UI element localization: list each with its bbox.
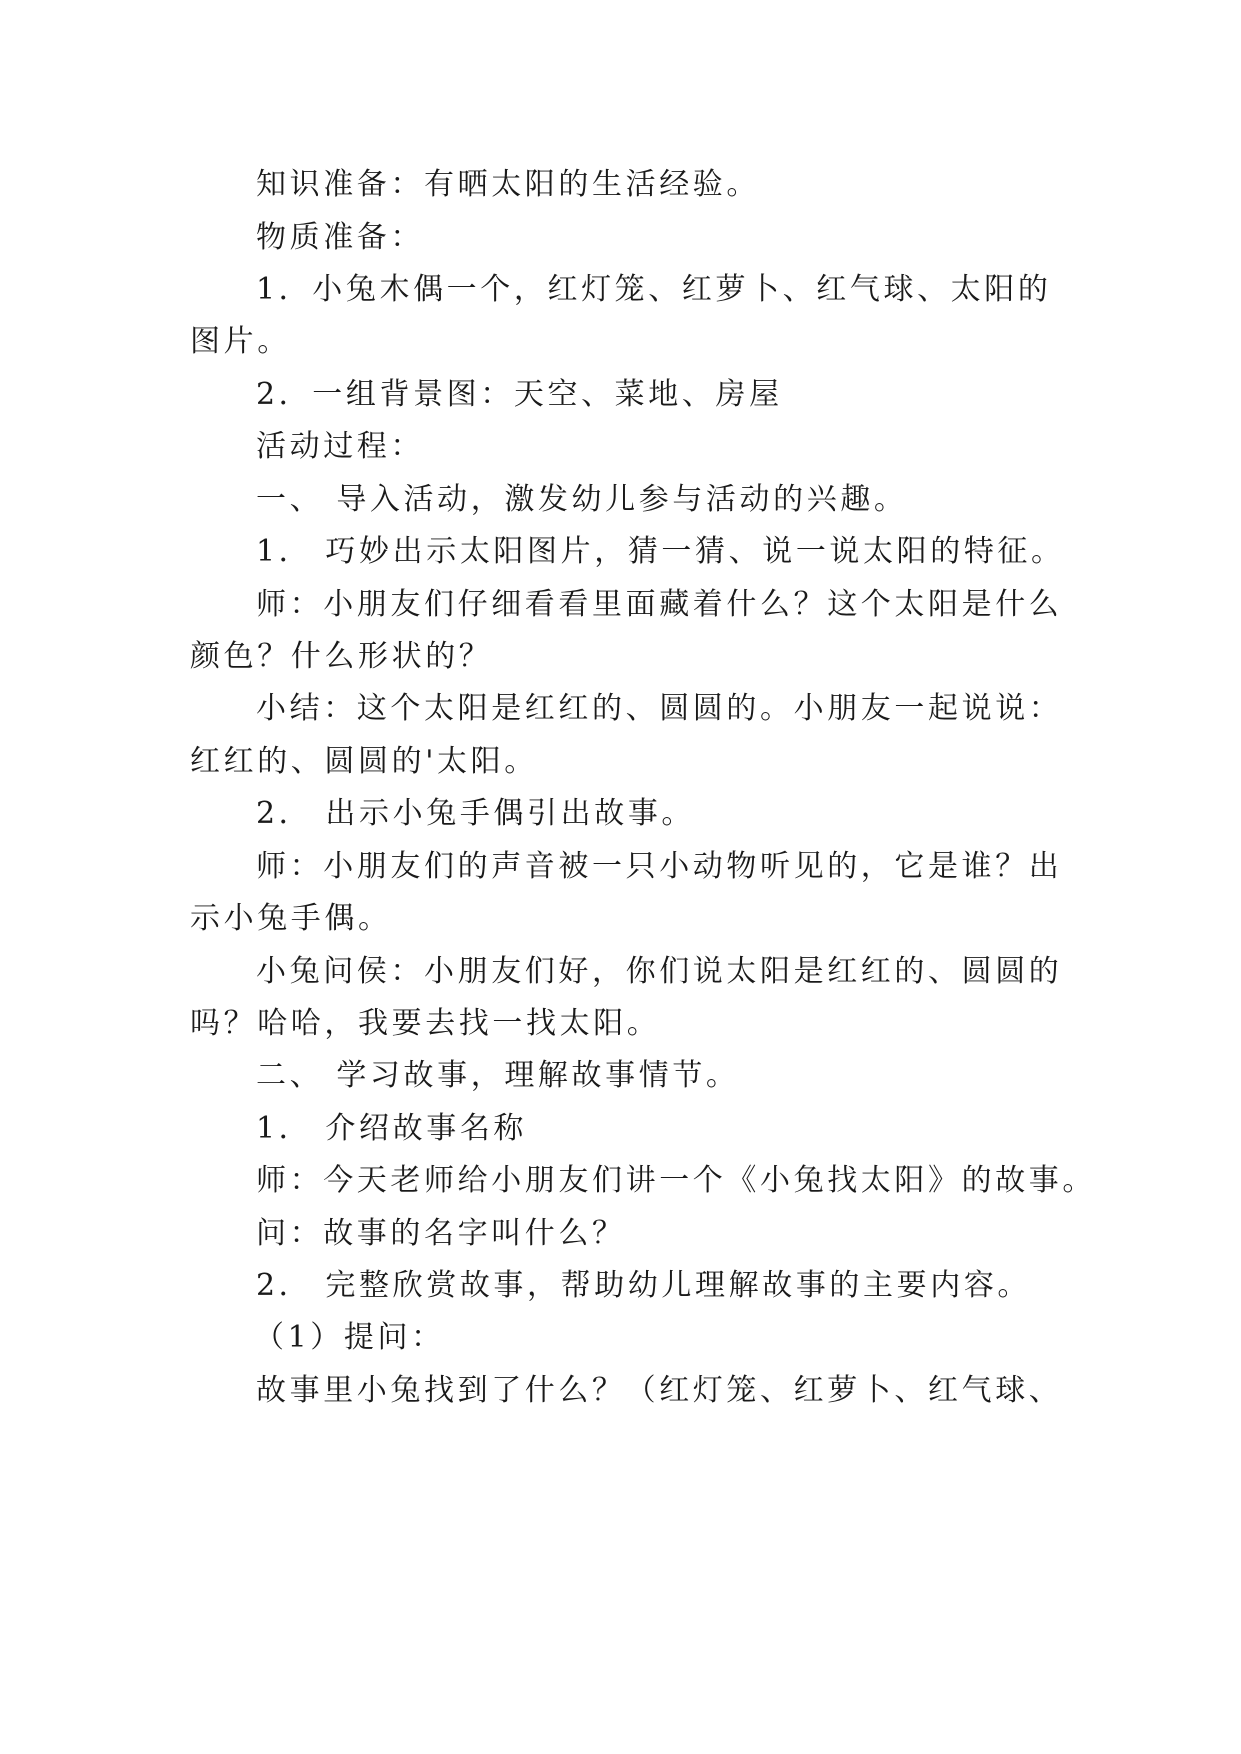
text-line-summary: 小结：这个太阳是红红的、圆圆的。小朋友一起说说： bbox=[256, 691, 1063, 726]
text-line-sub-1: （1）提问： bbox=[254, 1320, 445, 1355]
text-line-summary-cont: 红红的、圆圆的'太阳。 bbox=[190, 744, 538, 779]
section-heading-2: 二、 学习故事，理解故事情节。 bbox=[256, 1058, 740, 1093]
text-line-question-name: 问：故事的名字叫什么？ bbox=[256, 1216, 626, 1251]
text-line-step-1-1: 1． 巧妙出示太阳图片，猜一猜、说一说太阳的特征。 bbox=[256, 534, 1065, 569]
section-heading-1: 一、 导入活动，激发幼儿参与活动的兴趣。 bbox=[256, 482, 908, 517]
text-line-material-1-cont: 图片。 bbox=[190, 324, 291, 359]
text-line-step-1-2: 2． 出示小兔手偶引出故事。 bbox=[256, 796, 696, 831]
text-line-material-1: 1．小兔木偶一个，红灯笼、红萝卜、红气球、太阳的 bbox=[256, 272, 1052, 307]
text-line-teacher-rabbit: 师：小朋友们的声音被一只小动物听见的，它是谁？出 bbox=[256, 849, 1063, 884]
text-line-material-prep: 物质准备： bbox=[256, 220, 424, 255]
text-line-knowledge-prep: 知识准备：有晒太阳的生活经验。 bbox=[256, 167, 760, 202]
text-line-material-2: 2．一组背景图：天空、菜地、房屋 bbox=[256, 377, 783, 412]
text-line-teacher-rabbit-cont: 示小兔手偶。 bbox=[190, 901, 392, 936]
text-line-story-question: 故事里小兔找到了什么？（红灯笼、红萝卜、红气球、 bbox=[256, 1373, 1063, 1408]
text-line-rabbit-greeting: 小兔问侯：小朋友们好，你们说太阳是红红的、圆圆的 bbox=[256, 954, 1063, 989]
text-line-teacher-question: 师：小朋友们仔细看看里面藏着什么？这个太阳是什么 bbox=[256, 587, 1063, 622]
text-line-step-2-2: 2． 完整欣赏故事，帮助幼儿理解故事的主要内容。 bbox=[256, 1268, 1032, 1303]
text-line-activity-process: 活动过程： bbox=[256, 429, 424, 464]
text-line-step-2-1: 1． 介绍故事名称 bbox=[256, 1111, 528, 1146]
text-line-rabbit-greeting-cont: 吗？哈哈，我要去找一找太阳。 bbox=[190, 1006, 661, 1041]
text-line-teacher-story: 师：今天老师给小朋友们讲一个《小兔找太阳》的故事。 bbox=[256, 1163, 1096, 1198]
text-line-teacher-question-cont: 颜色？什么形状的？ bbox=[190, 639, 493, 674]
